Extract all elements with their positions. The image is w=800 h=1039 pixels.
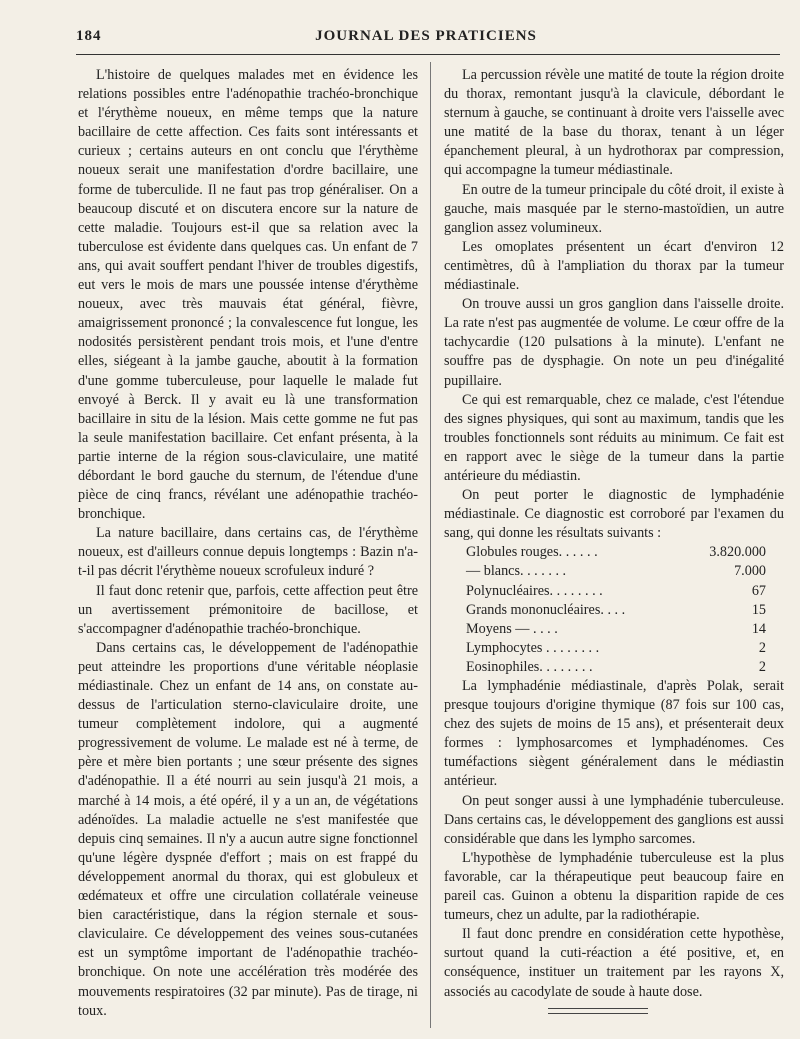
paragraph: Dans certains cas, le développement de l'adénopathie peut atteindre les proportions d'une véritable néoplasie médiastinale. Chez un enfant de 14 ans, on constate au-dessus de l'articulation sterno-claviculaire droite, une tumeur complètement indolore, qui a augmenté progressivement de volume. Le malade est né à terme, de père et mère bien portants ; une sœur présente des signes d'adénopathie. Il a été nourri au sein jusqu'à 21 mois, a marché à 14 mois, a été opéré, il y a un an, de végétations adénoïdes. La maladie actuelle ne s'est manifestée que depuis cinq semaines. Il n'y a aucun autre signe fonctionnel qu'une légère dyspnée d'effort ; mais on est frappé du développement anormal du thorax, qui est globuleux et œdémateux et offre une circulation collatérale veineuse bien caractéristique, dans la région sternale et sous-claviculaire. Ce développement des veines sous-cutanées est un symptôme important de l'adénopathie trachéo-bronchique. On note une accélération très modérée des mouvements respiratoires (32 par minute). Pas de tirage, ni toux. <box>78 639 418 1019</box>
paragraph: En outre de la tumeur principale du côté droit, il existe à gauche, mais masquée par le sterno-mastoïdien, un autre ganglion assez volumineux. <box>444 181 784 236</box>
table-row <box>466 562 766 581</box>
blood-value: 15 <box>751 601 766 618</box>
paragraph: Ce qui est remarquable, chez ce malade, c'est l'étendue des signes physiques, qui sont au maximum, tandis que les troubles fonctionnels sont réduits au minimum. Ce fait est en rapport avec le siège de la tumeur dans la partie antérieure du médiastin. <box>444 391 784 484</box>
blood-value: 3.820.000 <box>709 544 766 561</box>
paragraph: Il faut donc retenir que, parfois, cette affection peut être un avertissement prémonitoire de bacillose, et s'accompagner d'adénopathie trachéo-bronchique. <box>78 582 418 637</box>
paragraph: On trouve aussi un gros ganglion dans l'aisselle droite. La rate n'est pas augmentée de volume. Le cœur offre de la tachycardie (120 pulsations à la minute). L'enfant ne souffre pas de dysphagie. On note un peu d'inégalité pupillaire. <box>444 296 784 389</box>
table-row <box>466 582 766 601</box>
table-row <box>466 658 766 677</box>
end-rule <box>548 1008 648 1014</box>
blood-label: Moyens — . . . . <box>466 620 558 637</box>
paragraph: Il faut donc prendre en considération cette hypothèse, surtout quand la cuti-réaction a été positive, et, en conséquence, instituer un traitement par les rayons X, associés au cacodylate de soude à haute dose. <box>444 926 784 1000</box>
paragraph: Les omoplates présentent un écart d'environ 12 centimètres, dû à l'ampliation du thorax par la tumeur médiastinale. <box>444 238 784 294</box>
paragraph: L'hypothèse de lymphadénie tuberculeuse est la plus favorable, car la thérapeutique peut beaucoup faire en pareil cas. Guinon a obtenu la disparition rapide de ces tumeurs, chez un adulte, par la radiothérapie. <box>444 849 784 924</box>
page-header <box>76 28 776 50</box>
blood-label: Lymphocytes . . . . . . . . <box>466 639 600 656</box>
paragraph: La nature bacillaire, dans certains cas, de l'érythème noueux, est d'ailleurs connue depuis longtemps : Bazin n'a-t-il pas décrit l'érythème noueux scrofuleux induré ? <box>78 525 418 580</box>
blood-value: 67 <box>751 582 766 599</box>
page-number: 184 <box>76 28 102 44</box>
table-row <box>466 543 766 562</box>
paragraph: La lymphadénie médiastinale, d'après Polak, serait presque toujours d'origine thymique (87 fois sur 100 cas, chez des sujets de moins de 15 ans), et présenterait deux formes : lymphosarcomes et lymphadénomes. Ces tuméfactions siègent généralement dans le médiastin antérieur. <box>444 678 784 790</box>
blood-label: — blancs. . . . . . . <box>466 563 567 580</box>
blood-value: 14 <box>751 620 766 637</box>
journal-title: JOURNAL DES PRATICIENS <box>315 28 537 44</box>
blood-results-table <box>466 543 766 677</box>
blood-label: Polynucléaires. . . . . . . . <box>466 582 603 599</box>
blood-value: 2 <box>758 658 766 675</box>
table-row <box>466 639 766 658</box>
blood-label: Eosinophiles. . . . . . . . <box>466 658 593 675</box>
paragraph: On peut songer aussi à une lymphadénie tuberculeuse. Dans certains cas, le développement des ganglions est aussi considérable que dans les lympho sarcomes. <box>444 792 784 847</box>
paragraph: La percussion révèle une matité de toute la région droite du thorax, remontant jusqu'à la clavicule, débordant le sternum à gauche, se continuant à droite vers l'aisselle avec une matité de la base du thorax, tenant à un léger épanchement pleural, à un hydrothorax par compression, qui accompagne la tumeur médiastinale. <box>444 67 784 179</box>
header-rule <box>76 54 780 55</box>
right-column <box>444 66 784 1002</box>
table-row <box>466 620 766 639</box>
blood-value: 7.000 <box>734 563 766 580</box>
column-divider <box>430 62 431 1028</box>
blood-label: Grands mononucléaires. . . . <box>466 601 626 618</box>
blood-label: Globules rouges. . . . . . <box>466 544 598 561</box>
left-column <box>78 66 418 1021</box>
blood-value: 2 <box>758 639 766 656</box>
paragraph: On peut porter le diagnostic de lymphadénie médiastinale. Ce diagnostic est corroboré par l'examen du sang, qui donne les résultats suivants : <box>444 487 784 542</box>
paragraph: L'histoire de quelques malades met en évidence les relations possibles entre l'adénopathie trachéo-bronchique et l'érythème noueux, en même temps que la nature bacillaire de cette affection. Ces faits sont intéressants et curieux ; certains auteurs en ont conclu que l'érythème noueux serait une manifestation d'ordre bacillaire, une forme de tuberculide. Il ne faut pas trop généraliser. On a beaucoup discuté et on discutera encore sur la nature de cette maladie. Toujours est-il que sa relation avec la tuberculose est évidente dans quelques cas. Un enfant de 7 ans, qui avait souffert pendant l'hiver de troubles digestifs, eut vers le mois de mars une poussée intense d'érythème noueux, avec très mauvais état général, fièvre, amaigrissement prononcé ; la convalescence fut longue, les nodosités persistèrent pendant trois mois, et l'une d'entre elles, siégeant à la jambe gauche, aboutit à la formation d'une gomme tuberculeuse, pour laquelle le malade fut envoyé à Berck. Il y avait eu là une transformation bacillaire in situ de la lésion. Mais cette gomme ne fut pas la seule manifestation bacillaire. Cet enfant présenta, à la partie interne de la région sous-claviculaire, une matité débordant le bord gauche du sternum, de l'étendue d'une pièce de cinq francs, révélant une adénopathie trachéo-bronchique. <box>78 67 418 523</box>
table-row <box>466 601 766 620</box>
